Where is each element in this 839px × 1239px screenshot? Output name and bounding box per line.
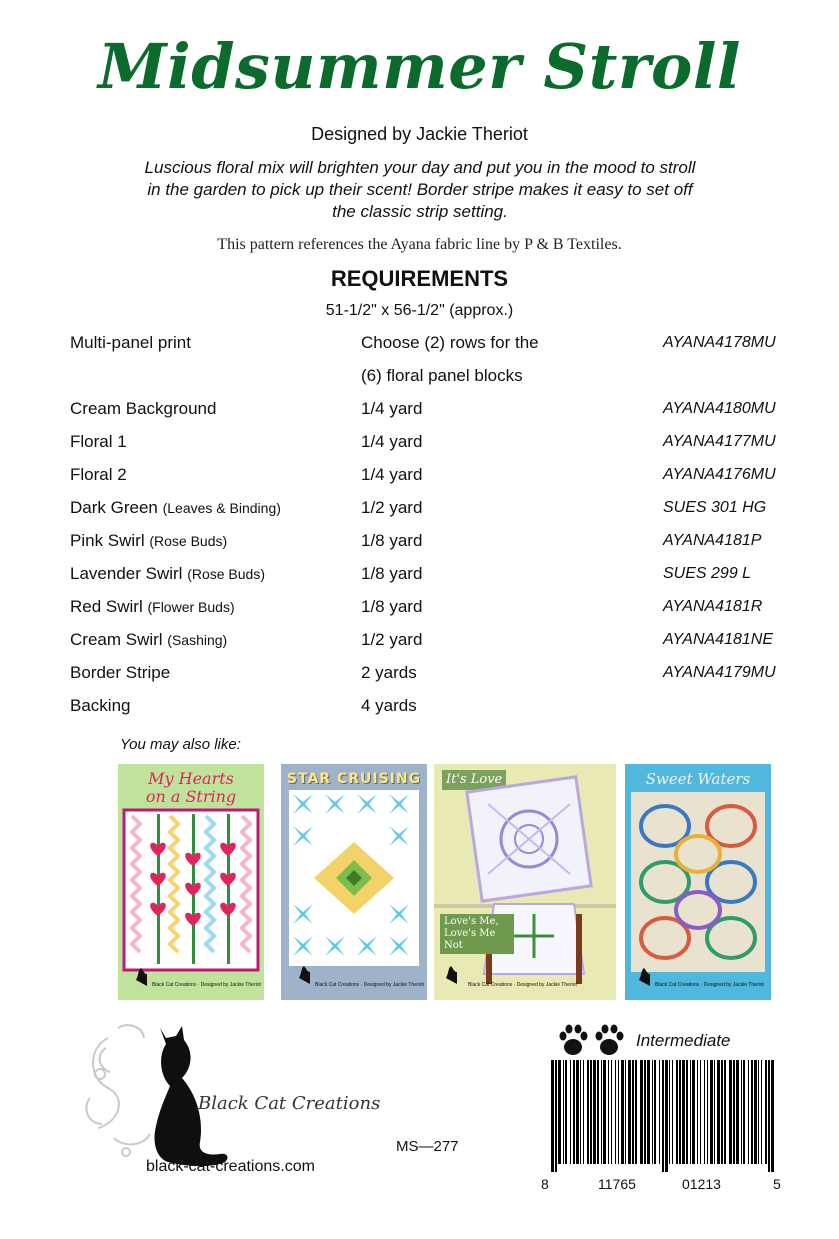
requirement-row (0, 564, 839, 597)
quilt-chair-illustration (434, 764, 616, 1000)
requirement-row (0, 333, 839, 366)
skill-level: Intermediate (636, 1031, 731, 1050)
cover-its-love[interactable] (434, 764, 616, 1000)
fabric-amount: 1/4 yard (361, 399, 423, 418)
fabric-amount: 1/2 yard (361, 498, 423, 517)
pattern-description (80, 157, 760, 223)
requirement-row (0, 432, 839, 465)
fabric-sku: SUES 299 L (663, 565, 752, 582)
cover-title-line: It's Love (442, 770, 506, 790)
quilt-hearts-illustration (118, 764, 264, 1000)
fabric-sku: AYANA4178MU (663, 334, 776, 351)
fabric-amount: 1/8 yard (361, 597, 423, 616)
fabric-sku: AYANA4176MU (663, 466, 776, 483)
fabric-sku: AYANA4177MU (663, 433, 776, 450)
requirement-row (0, 663, 839, 696)
fabric-sku: AYANA4179MU (663, 664, 776, 681)
cover-footer: Black Cat Creations · Designed by Jackie Theriot (152, 982, 261, 988)
requirements-heading: REQUIREMENTS (330, 266, 509, 291)
fabric-amount: 1/4 yard (361, 432, 423, 451)
website-link[interactable]: black-cat-creations.com (146, 1158, 315, 1175)
finished-size: 51-1/2" x 56-1/2" (approx.) (325, 302, 514, 319)
fabric-use: (Rose Buds) (187, 566, 265, 582)
barcode-digit: 11765 (598, 1176, 636, 1192)
fabric-name: Backing (70, 696, 131, 715)
fabric-sku: AYANA4181NE (663, 631, 773, 648)
requirement-row (0, 498, 839, 531)
requirement-row (0, 531, 839, 564)
cover-title-line: My Hearts (148, 769, 234, 788)
fabric-use: (Leaves & Binding) (162, 500, 281, 516)
fabric-name: Floral 2 (70, 465, 127, 484)
fabric-use: (Flower Buds) (147, 599, 235, 615)
paw-icon (557, 1023, 629, 1059)
cover-my-hearts-on-a-string[interactable] (118, 764, 264, 1000)
barcode-icon (549, 1060, 778, 1172)
fabric-sku: AYANA4181P (663, 532, 762, 549)
fabric-amount: 1/2 yard (361, 630, 423, 649)
fabric-sku: AYANA4181R (663, 598, 763, 615)
cover-banner: Love's Me, Love's Me Not (440, 914, 514, 954)
cover-sweet-waters[interactable] (625, 764, 771, 1000)
description-line: Luscious floral mix will brighten your day and put you in the mood to stroll (144, 158, 696, 177)
requirement-row (0, 630, 839, 663)
fabric-name: Floral 1 (70, 432, 127, 451)
fabric-amount: 1/8 yard (361, 564, 423, 583)
fabric-name: Dark Green (70, 498, 158, 517)
requirement-row (0, 399, 839, 432)
fabric-amount: 4 yards (361, 696, 417, 715)
barcode-digit: 01213 (682, 1176, 721, 1192)
also-like-label: You may also like: (120, 736, 241, 753)
fabric-name: Red Swirl (70, 597, 143, 616)
barcode-digit: 8 (541, 1176, 549, 1192)
barcode-digit: 5 (773, 1176, 781, 1192)
fabric-name: Cream Background (70, 399, 217, 418)
fabric-use: (Rose Buds) (149, 533, 228, 549)
fabric-name: Border Stripe (70, 663, 171, 682)
quilt-star-illustration (281, 764, 427, 1000)
fabric-amount: (6) floral panel blocks (361, 366, 523, 385)
fabric-sku: SUES 301 HG (663, 499, 767, 516)
cover-footer: Black Cat Creations · Designed by Jackie Theriot (315, 982, 424, 988)
cover-title-line: Sweet Waters (645, 770, 751, 788)
designer-credit: Designed by Jackie Theriot (311, 124, 528, 144)
fabric-name: Lavender Swirl (70, 564, 183, 583)
requirement-row (0, 366, 839, 399)
brand-name: Black Cat Creations (198, 1093, 381, 1114)
cover-footer: Black Cat Creations · Designed by Jackie Theriot (655, 982, 764, 988)
fabric-use: (Sashing) (167, 632, 228, 648)
pattern-title: Midsummer Stroll (98, 30, 741, 103)
requirement-row (0, 696, 839, 729)
fabric-amount: 1/8 yard (361, 531, 423, 550)
requirement-row (0, 465, 839, 498)
cover-title-line: on a String (145, 787, 237, 806)
fabric-name: Multi-panel print (70, 333, 191, 352)
fabric-line-note: This pattern references the Ayana fabric line by P & B Textiles. (217, 236, 622, 253)
fabric-amount: 2 yards (361, 663, 417, 682)
fabric-amount: 1/4 yard (361, 465, 423, 484)
cover-footer: Black Cat Creations · Designed by Jackie Theriot (468, 982, 577, 988)
description-line: in the garden to pick up their scent! Border stripe makes it easy to set off (147, 180, 693, 199)
fabric-name: Cream Swirl (70, 630, 163, 649)
quilt-waters-illustration (625, 764, 771, 1000)
fabric-sku: AYANA4180MU (663, 400, 776, 417)
cover-star-cruising[interactable] (281, 764, 427, 1000)
description-line: the classic strip setting. (332, 202, 508, 221)
fabric-amount: Choose (2) rows for the (361, 333, 539, 352)
pattern-code: MS—277 (396, 1138, 459, 1155)
fabric-name: Pink Swirl (70, 531, 145, 550)
requirement-row (0, 597, 839, 630)
cover-title-line: STAR CRUISING (286, 771, 422, 787)
